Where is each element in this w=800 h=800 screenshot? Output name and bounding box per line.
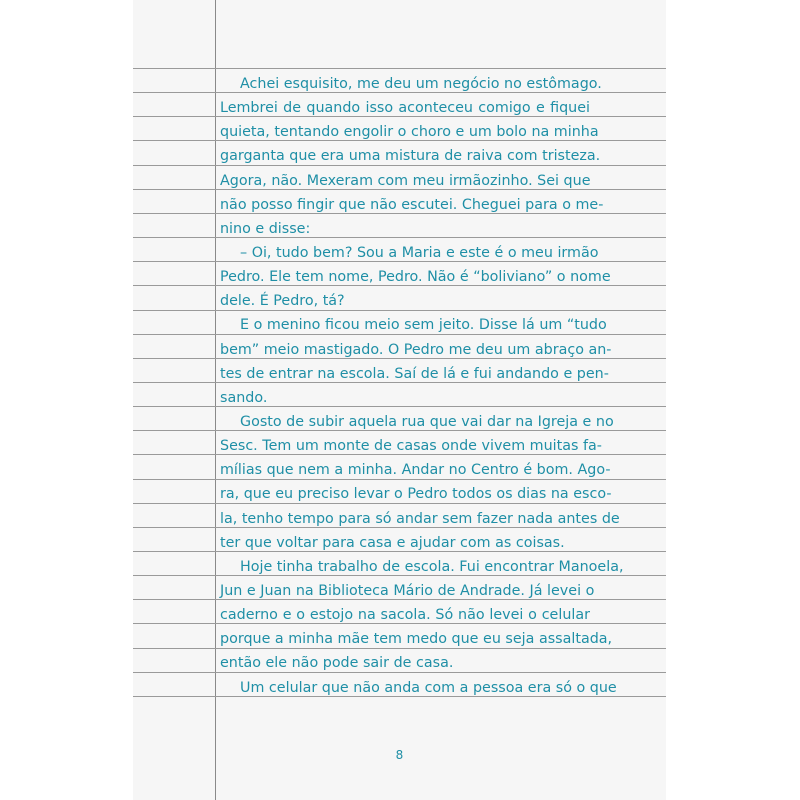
text-line: bem” meio mastigado. O Pedro me deu um abraço an- bbox=[220, 341, 612, 358]
text-line: sando. bbox=[220, 389, 268, 406]
text-line: não posso fingir que não escutei. Cheguei para o me- bbox=[220, 196, 604, 213]
text-line: Gosto de subir aquela rua que vai dar na Igreja e no bbox=[240, 413, 614, 430]
text-line: Lembrei de quando isso aconteceu comigo e fiquei bbox=[220, 100, 590, 117]
page-number: 8 bbox=[395, 748, 404, 762]
text-line: Agora, não. Mexeram com meu irmãozinho. Sei que bbox=[220, 172, 591, 189]
text-line: Jun e Juan na Biblioteca Mário de Andrade. Já levei o bbox=[220, 582, 595, 599]
text-line: Um celular que não anda com a pessoa era só o que bbox=[240, 679, 617, 696]
text-line: – Oi, tudo bem? Sou a Maria e este é o meu irmão bbox=[240, 244, 599, 261]
text-line: garganta que era uma mistura de raiva com tristeza. bbox=[220, 148, 601, 165]
text-line: ter que voltar para casa e ajudar com as coisas. bbox=[220, 534, 565, 551]
text-body bbox=[220, 72, 624, 700]
text-line: caderno e o estojo na sacola. Só não levei o celular bbox=[220, 607, 590, 624]
ruled-line bbox=[133, 68, 666, 69]
text-line: Hoje tinha trabalho de escola. Fui encontrar Manoela, bbox=[240, 558, 624, 575]
text-line: nino e disse: bbox=[220, 220, 311, 237]
text-line: tes de entrar na escola. Saí de lá e fui andando e pen- bbox=[220, 365, 609, 382]
text-line: Pedro. Ele tem nome, Pedro. Não é “boliviano” o nome bbox=[220, 269, 611, 286]
text-line: E o menino ficou meio sem jeito. Disse lá um “tudo bbox=[240, 317, 607, 334]
text-line: Sesc. Tem um monte de casas onde vivem muitas fa- bbox=[220, 438, 602, 455]
margin-line bbox=[215, 0, 216, 800]
text-line: la, tenho tempo para só andar sem fazer nada antes de bbox=[220, 510, 620, 527]
text-line: Achei esquisito, me deu um negócio no estômago. bbox=[240, 76, 602, 92]
text-line: quieta, tentando engolir o choro e um bolo na minha bbox=[220, 124, 599, 141]
text-line: ra, que eu preciso levar o Pedro todos os dias na esco- bbox=[220, 486, 612, 503]
text-line: mílias que nem a minha. Andar no Centro é bom. Ago- bbox=[220, 462, 611, 479]
text-line: porque a minha mãe tem medo que eu seja assaltada, bbox=[220, 631, 613, 648]
text-line: dele. É Pedro, tá? bbox=[220, 293, 345, 310]
notebook-page bbox=[133, 0, 666, 800]
text-line: então ele não pode sair de casa. bbox=[220, 655, 454, 672]
